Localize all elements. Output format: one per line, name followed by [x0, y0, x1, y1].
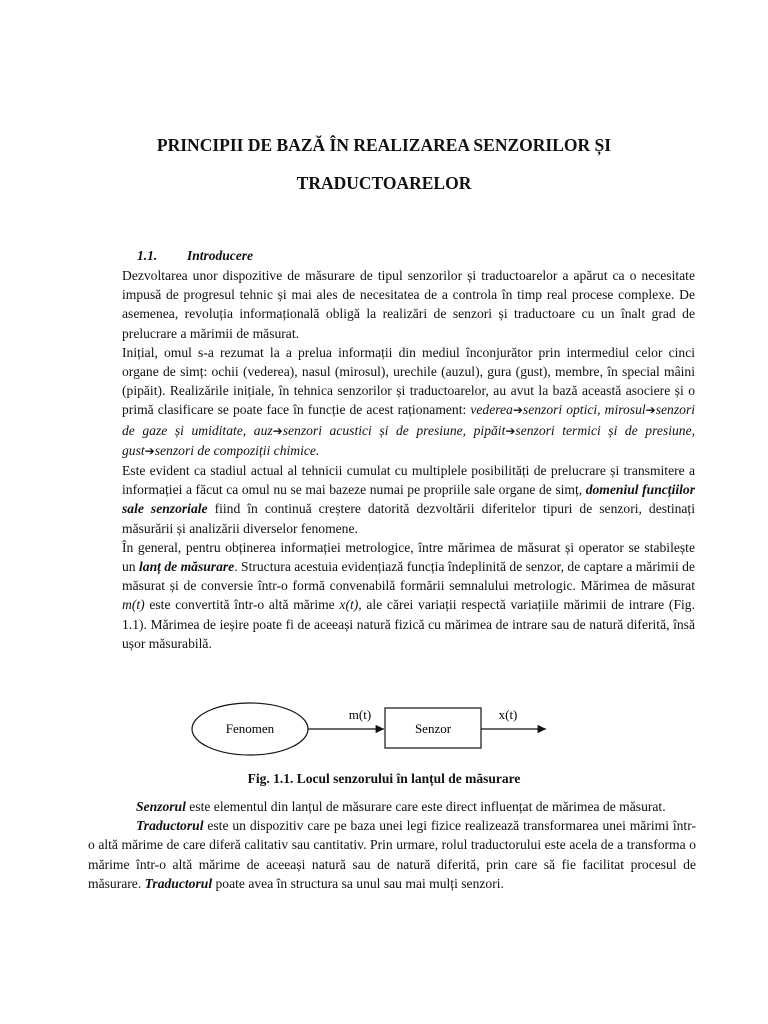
arrow-icon: ➔ — [505, 423, 516, 438]
title-line-1: PRINCIPII DE BAZĂ ÎN REALIZAREA SENZORILOR ȘI — [156, 135, 612, 155]
definition-traductor-text-2: poate avea în structura sa unul sau mai mulți senzori. — [212, 875, 504, 891]
paragraph-2-intro: Inițial, omul s-a rezumat la a prelua informații din mediul înconjurător prin intermediul celor cinci organe de simț: ochii (vederea), nasul (mirosul), urechile (auzul), gura (gust), membre, în special mâini (pipăit). Realizările inițiale, în tehnica senzorilor și traductoarelor, au avut la bază această asociere și o primă clasificare se poate face în funcție de acest raționament: — [122, 344, 695, 418]
term-traductorul-2: Traductorul — [144, 875, 213, 891]
section-title: Introducere — [187, 248, 254, 263]
paragraph-2 — [122, 343, 695, 461]
paragraph-3-after: fiind în continuă creștere datorită dezvoltării diferitelor tipuri de senzori, destinați măsurării și analizării diverselor fenomene. — [122, 501, 695, 536]
paragraph-4 — [122, 538, 695, 653]
phenomenon-label: Fenomen — [225, 721, 275, 736]
paragraph-4-m: m(t) — [122, 597, 145, 613]
definition-traductor — [88, 816, 696, 893]
sensor-type-3: senzori acustici și de presiune, — [282, 422, 474, 438]
sense-pipait: pipăit — [473, 422, 506, 438]
paragraph-4-d: ale cărei variații respectă variațiile mărimii de intrare (Fig. 1.1). Mărimea de ieșire poate fi de aceeași natură fizică cu mărimea de intrare sau de natură diferită, însă ușor măsurabilă. — [122, 597, 695, 651]
sense-auz: auz — [253, 422, 273, 438]
definition-traductor-text: este un dispozitiv care pe baza unei legi fizice realizează transformarea unei mărimi într-o altă mărime de care diferă calitativ sau cantitativ. Prin urmare, rolul traductorului este acela de a transforma o mărime într-o altă mărime de aceeași natură sau de natură diferită, prin care să fie facilitat procesul de măsurare. — [88, 818, 696, 891]
sense-gust: gust — [122, 442, 145, 458]
paragraph-1: Dezvoltarea unor dispozitive de măsurare de tipul senzorilor și traductoarelor a apărut ca o necesitate impusă de progresul tehnic și mai ales de necesitatea de a controla în timp real procese complexe. De asemenea, revoluția informațională obligă la realizări de senzori și traductoare cu un înalt grad de prelucrare a mărimii de măsurat. — [122, 268, 695, 341]
paragraph-4-x: x(t), — [339, 597, 362, 613]
sense-mirosul: mirosul — [604, 402, 646, 418]
term-traductorul: Traductorul — [136, 818, 204, 834]
paragraph-4-a: În general, pentru obținerea informației metrologice, între mărimea de măsurat și operator se stabilește un — [122, 539, 695, 575]
arrow-icon: ➔ — [272, 423, 283, 438]
sensor-type-4: senzori termici și de presiune, — [515, 422, 696, 438]
output-signal-label: x(t) — [498, 707, 518, 722]
sensor-type-5: senzori de compoziții chimice. — [154, 442, 320, 458]
term-senzorul: Senzorul — [136, 799, 186, 814]
measurement-chain-diagram — [190, 700, 560, 760]
section-body — [122, 266, 695, 653]
document-title — [100, 126, 668, 202]
arrow-icon: ➔ — [512, 403, 523, 418]
input-signal-label: m(t) — [348, 707, 372, 722]
sensor-label: Senzor — [414, 721, 452, 736]
figure-caption: Fig. 1.1. Locul senzorului în lanțul de măsurare — [247, 771, 521, 786]
sensor-type-1: senzori optici, — [522, 402, 605, 418]
section-heading — [137, 248, 253, 264]
paragraph-4-c: este convertită într-o altă mărime — [144, 597, 340, 613]
arrow-icon: ➔ — [645, 403, 656, 418]
paragraph-3-emphasis: domeniul funcțiilor sale senzoriale — [122, 482, 695, 517]
arrow-icon: ➔ — [144, 443, 155, 458]
paragraph-4-b: . Structura acestuia evidențiază funcția îndeplinită de senzor, de captare a mărimii de măsurat și de conversie într-o formă convenabilă formării semnalului metrologic. Mărimea de măsurat — [122, 559, 696, 594]
paragraph-3-before: Este evident ca stadiul actual al tehnicii cumulat cu multiplele posibilități de prelucrare și transmitere a informației a făcut ca omul nu se mai bazeze numai pe propriile sale organe de simț, — [122, 463, 695, 498]
paragraph-4-emphasis: lanț de măsurare — [139, 559, 235, 575]
title-line-2: TRADUCTOARELOR — [296, 173, 472, 193]
paragraph-3 — [122, 461, 695, 538]
definition-senzor — [88, 797, 696, 816]
section-number: 1.1. — [137, 248, 158, 263]
definition-senzor-text: este elementul din lanțul de măsurare care este direct influențat de mărimea de măsurat. — [185, 799, 666, 814]
sensor-type-2: senzori de gaze și umiditate, — [122, 402, 696, 438]
definitions — [88, 797, 696, 893]
sense-vederea: vederea — [470, 402, 513, 418]
